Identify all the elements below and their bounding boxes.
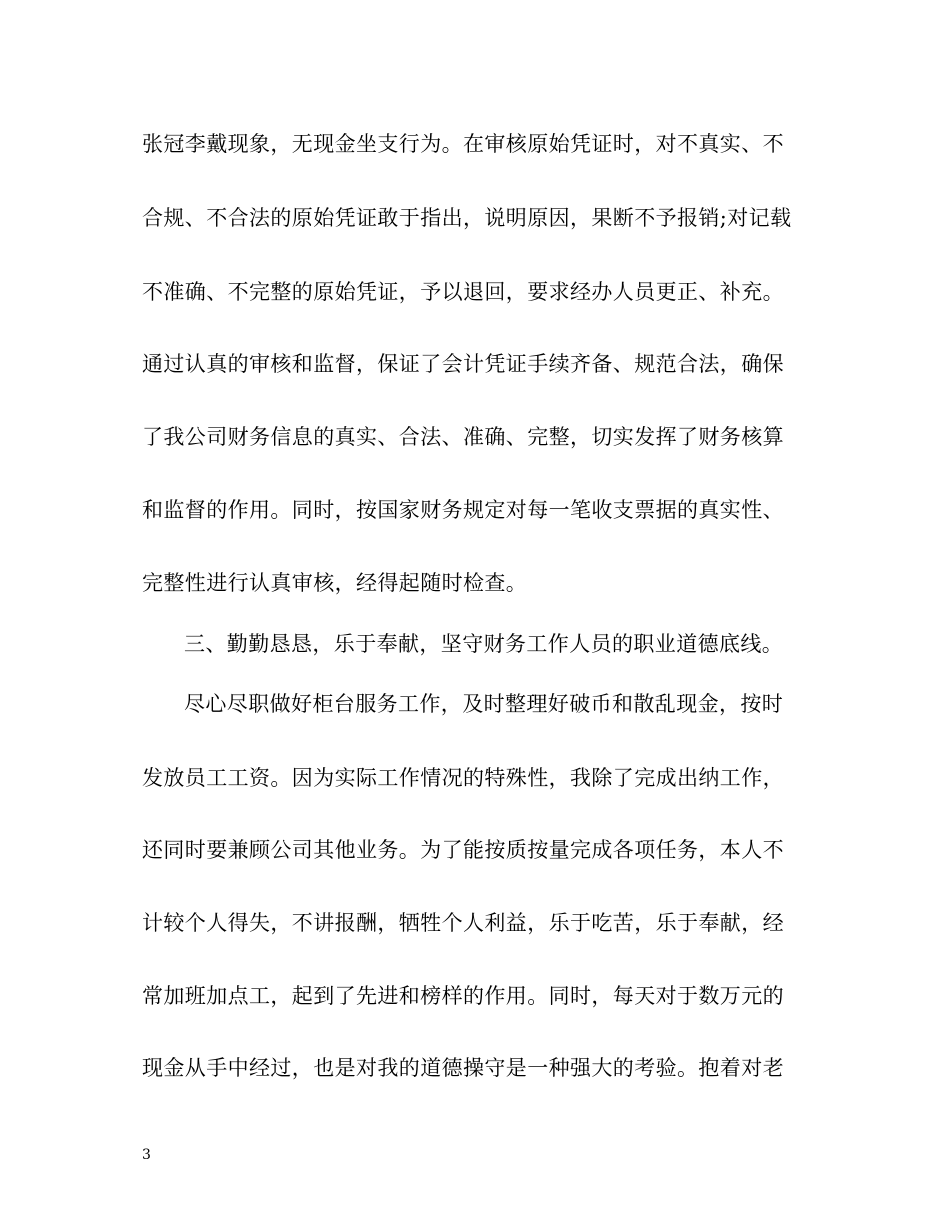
paragraph-first-line: 尽心尽职做好柜台服务工作，及时整理好破币和散乱现金，按时 bbox=[184, 692, 784, 716]
section-heading: 三、勤勤恳恳，乐于奉献，坚守财务工作人员的职业道德底线。 bbox=[184, 632, 784, 656]
text-line: 完整性进行认真审核，经得起随时检查。 bbox=[142, 571, 528, 595]
text-line: 现金从手中经过，也是对我的道德操守是一种强大的考验。抱着对老 bbox=[142, 1056, 784, 1080]
text-line: 通过认真的审核和监督，保证了会计凭证手续齐备、规范合法，确保 bbox=[142, 352, 784, 376]
page-number: 3 bbox=[142, 1147, 151, 1163]
text-line: 发放员工工资。因为实际工作情况的特殊性，我除了完成出纳工作， bbox=[142, 766, 784, 790]
text-line: 和监督的作用。同时，按国家财务规定对每一笔收支票据的真实性、 bbox=[142, 498, 784, 522]
text-line: 了我公司财务信息的真实、合法、准确、完整，切实发挥了财务核算 bbox=[142, 425, 784, 449]
text-line: 合规、不合法的原始凭证敢于指出，说明原因，果断不予报销;对记载 bbox=[142, 206, 792, 230]
text-line: 不准确、不完整的原始凭证，予以退回，要求经办人员更正、补充。 bbox=[142, 280, 784, 304]
text-line: 常加班加点工，起到了先进和榜样的作用。同时，每天对于数万元的 bbox=[142, 984, 784, 1008]
text-line: 还同时要兼顾公司其他业务。为了能按质按量完成各项任务，本人不 bbox=[142, 838, 784, 862]
text-line: 计较个人得失，不讲报酬，牺牲个人利益，乐于吃苦，乐于奉献，经 bbox=[142, 911, 784, 935]
text-line: 张冠李戴现象，无现金坐支行为。在审核原始凭证时，对不真实、不 bbox=[142, 132, 784, 156]
